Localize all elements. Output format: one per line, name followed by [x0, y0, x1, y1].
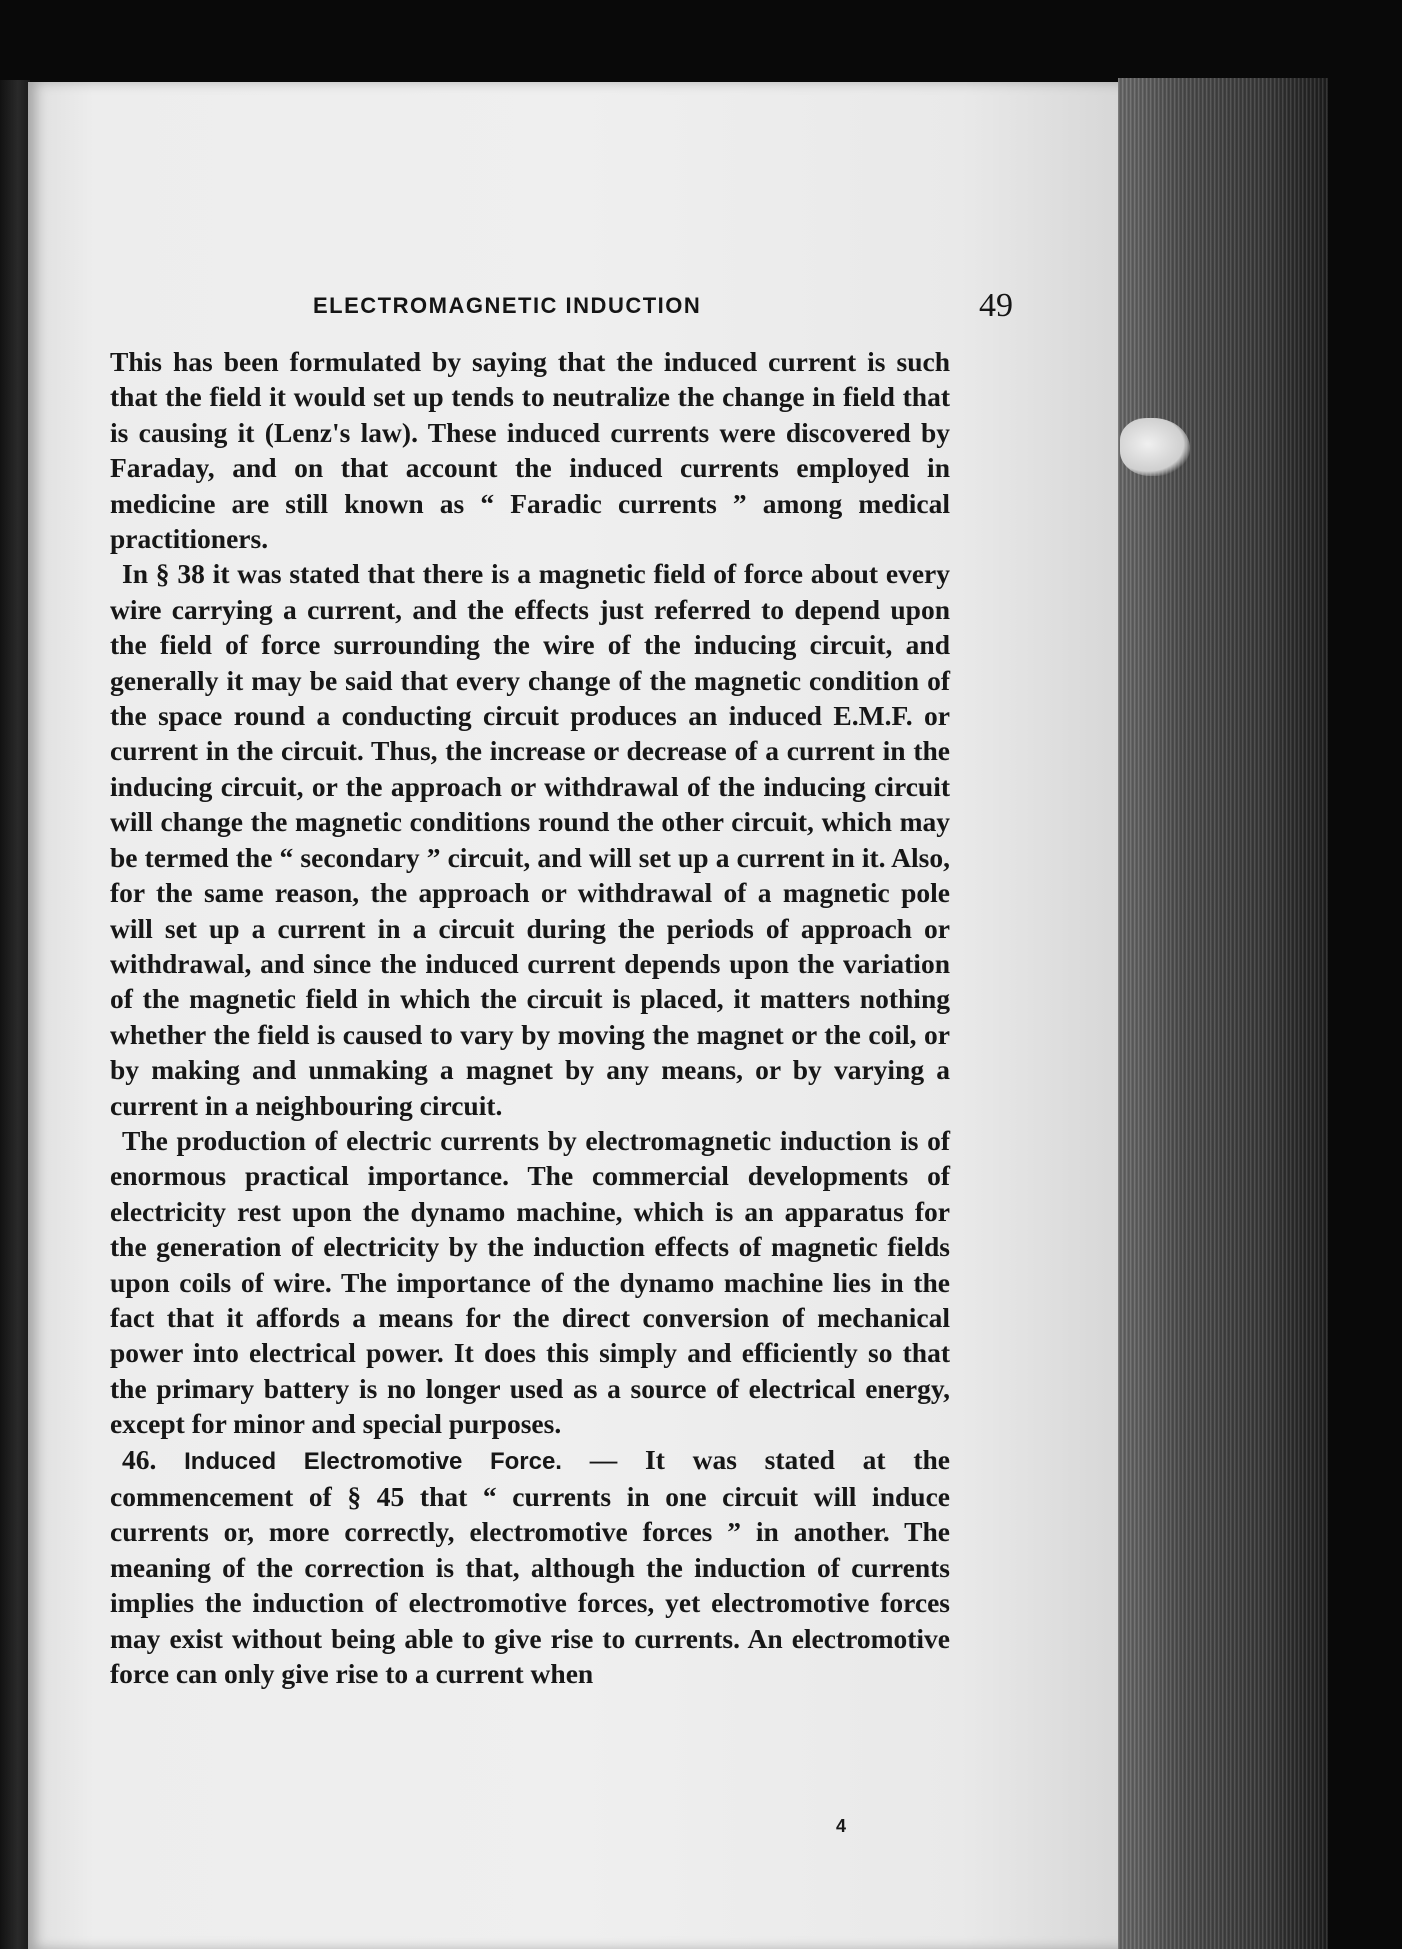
book-page	[28, 82, 1126, 1949]
edge-light-spot	[1120, 418, 1190, 476]
left-page-edge	[0, 80, 30, 1949]
page-header	[313, 287, 1043, 331]
signature-mark: 4	[836, 1816, 847, 1836]
page-number: 49	[979, 287, 1013, 324]
paragraph-4-text: — It was stated at the commencement of § 45 that “ currents in one circuit will induce currents or, more correctly, electromotive forces ” in another. The meaning of the correction is that, although the induction of currents implies the induction of electromotive forces, yet electromotive forces may exist without being able to give rise to currents. An electromotive force can only give rise to a current when	[110, 1443, 950, 1690]
paragraph-3: The production of electric currents by electromagnetic induction is of enormous practical importance. The commercial developments of electricity rest upon the dynamo machine, which is an apparatus for the generation of electricity by the induction effects of magnetic fields upon coils of wire. The importance of the dynamo machine lies in the fact that it affords a means for the direct conversion of mechanical power into electrical power. It does this simply and efficiently so that the primary battery is no longer used as a source of electrical energy, except for minor and special purposes.	[110, 1124, 950, 1440]
section-heading: Induced Electromotive Force.	[184, 1447, 562, 1475]
paragraph-2: In § 38 it was stated that there is a magnetic field of force about every wire carrying a current, and the effects just referred to depend upon the field of force surrounding the wire of the inducing circuit, and generally it may be said that every change of the magnetic condition of the space round a conducting circuit produces an induced E.M.F. or current in the circuit. Thus, the increase or decrease of a current in the inducing circuit, or the approach or withdrawal of the inducing circuit will change the magnetic conditions round the other circuit, which may be termed the “ secondary ” circuit, and will set up a current in it. Also, for the same reason, the approach or withdrawal of a magnetic pole will set up a current in a circuit during the periods of approach or withdrawal, and since the induced current depends upon the variation of the magnetic field in which the circuit is placed, it matters nothing whether the field is caused to vary by moving the magnet or the coil, or by making and unmaking a magnet by any means, or by varying a current in a neighbouring circuit.	[110, 558, 950, 1121]
section-number: 46.	[122, 1443, 157, 1475]
running-title: ELECTROMAGNETIC INDUCTION	[313, 293, 702, 318]
body-text	[110, 344, 950, 1691]
paragraph-4	[110, 1442, 950, 1692]
paragraph-1: This has been formulated by saying that the induced current is such that the field it would set up tends to neutralize the change in field that is causing it (Lenz's law). These induced currents were discovered by Faraday, and on that account the induced currents employed in medicine are still known as “ Faradic currents ” among medical practitioners.	[110, 346, 950, 555]
book-fore-edge	[1118, 78, 1328, 1949]
